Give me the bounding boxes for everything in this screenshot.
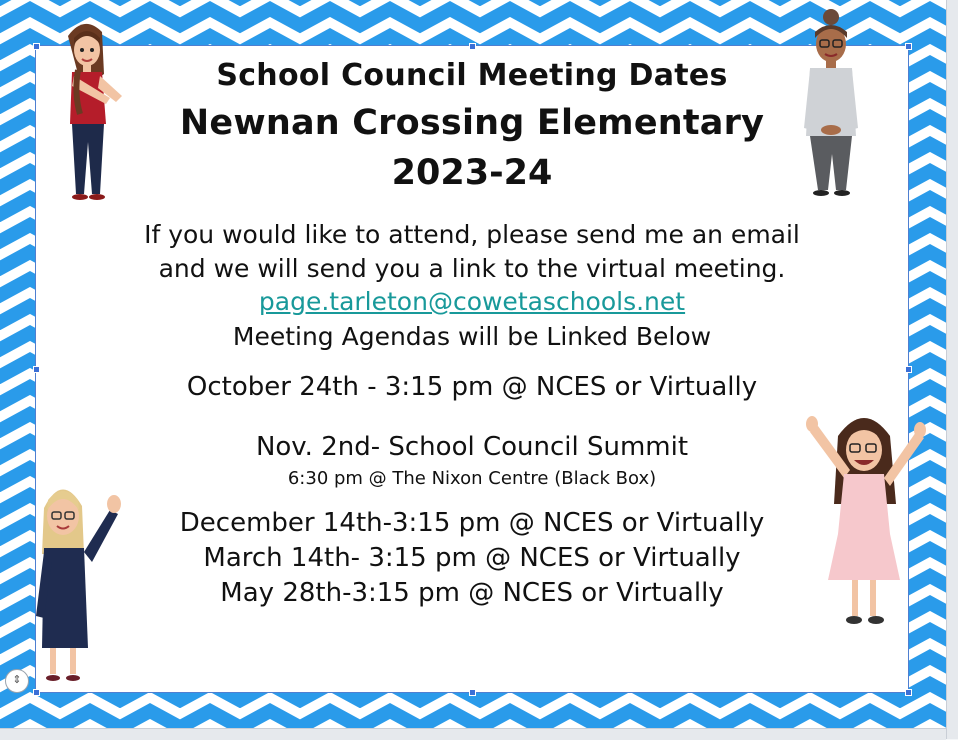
clapping-avatar bbox=[54, 14, 134, 204]
resize-handle-icon[interactable]: ⇕ bbox=[5, 669, 29, 693]
intro-line-1: If you would like to attend, please send me an email bbox=[144, 220, 800, 249]
vertical-scrollbar[interactable] bbox=[946, 0, 958, 739]
waving-avatar bbox=[34, 476, 124, 688]
selection-handle-bc[interactable] bbox=[469, 689, 476, 696]
selection-handle-tr[interactable] bbox=[905, 43, 912, 50]
cheering-avatar bbox=[804, 404, 928, 638]
meeting-date-march: March 14th- 3:15 pm @ NCES or Virtually bbox=[203, 543, 741, 573]
selection-handle-bl[interactable] bbox=[33, 689, 40, 696]
selection-handle-br[interactable] bbox=[905, 689, 912, 696]
standing-avatar bbox=[796, 8, 866, 200]
horizontal-scrollbar[interactable] bbox=[0, 728, 946, 740]
meeting-date-november-detail: 6:30 pm @ The Nixon Centre (Black Box) bbox=[287, 468, 657, 489]
intro-line-2: and we will send you a link to the virtual meeting. bbox=[158, 254, 786, 283]
meeting-date-october: October 24th - 3:15 pm @ NCES or Virtually bbox=[186, 372, 758, 402]
meeting-date-november: Nov. 2nd- School Council Summit bbox=[255, 432, 689, 462]
title-school-name: Newnan Crossing Elementary bbox=[179, 103, 765, 143]
title-meeting-dates: School Council Meeting Dates bbox=[216, 58, 728, 93]
meeting-date-may: May 28th-3:15 pm @ NCES or Virtually bbox=[220, 578, 724, 608]
selection-handle-tc[interactable] bbox=[469, 43, 476, 50]
meeting-date-december: December 14th-3:15 pm @ NCES or Virtually bbox=[179, 508, 765, 538]
email-link[interactable]: page.tarleton@cowetaschools.net bbox=[258, 287, 686, 316]
selection-handle-tl[interactable] bbox=[33, 43, 40, 50]
agenda-note: Meeting Agendas will be Linked Below bbox=[232, 322, 712, 351]
title-school-year: 2023-24 bbox=[391, 153, 553, 193]
